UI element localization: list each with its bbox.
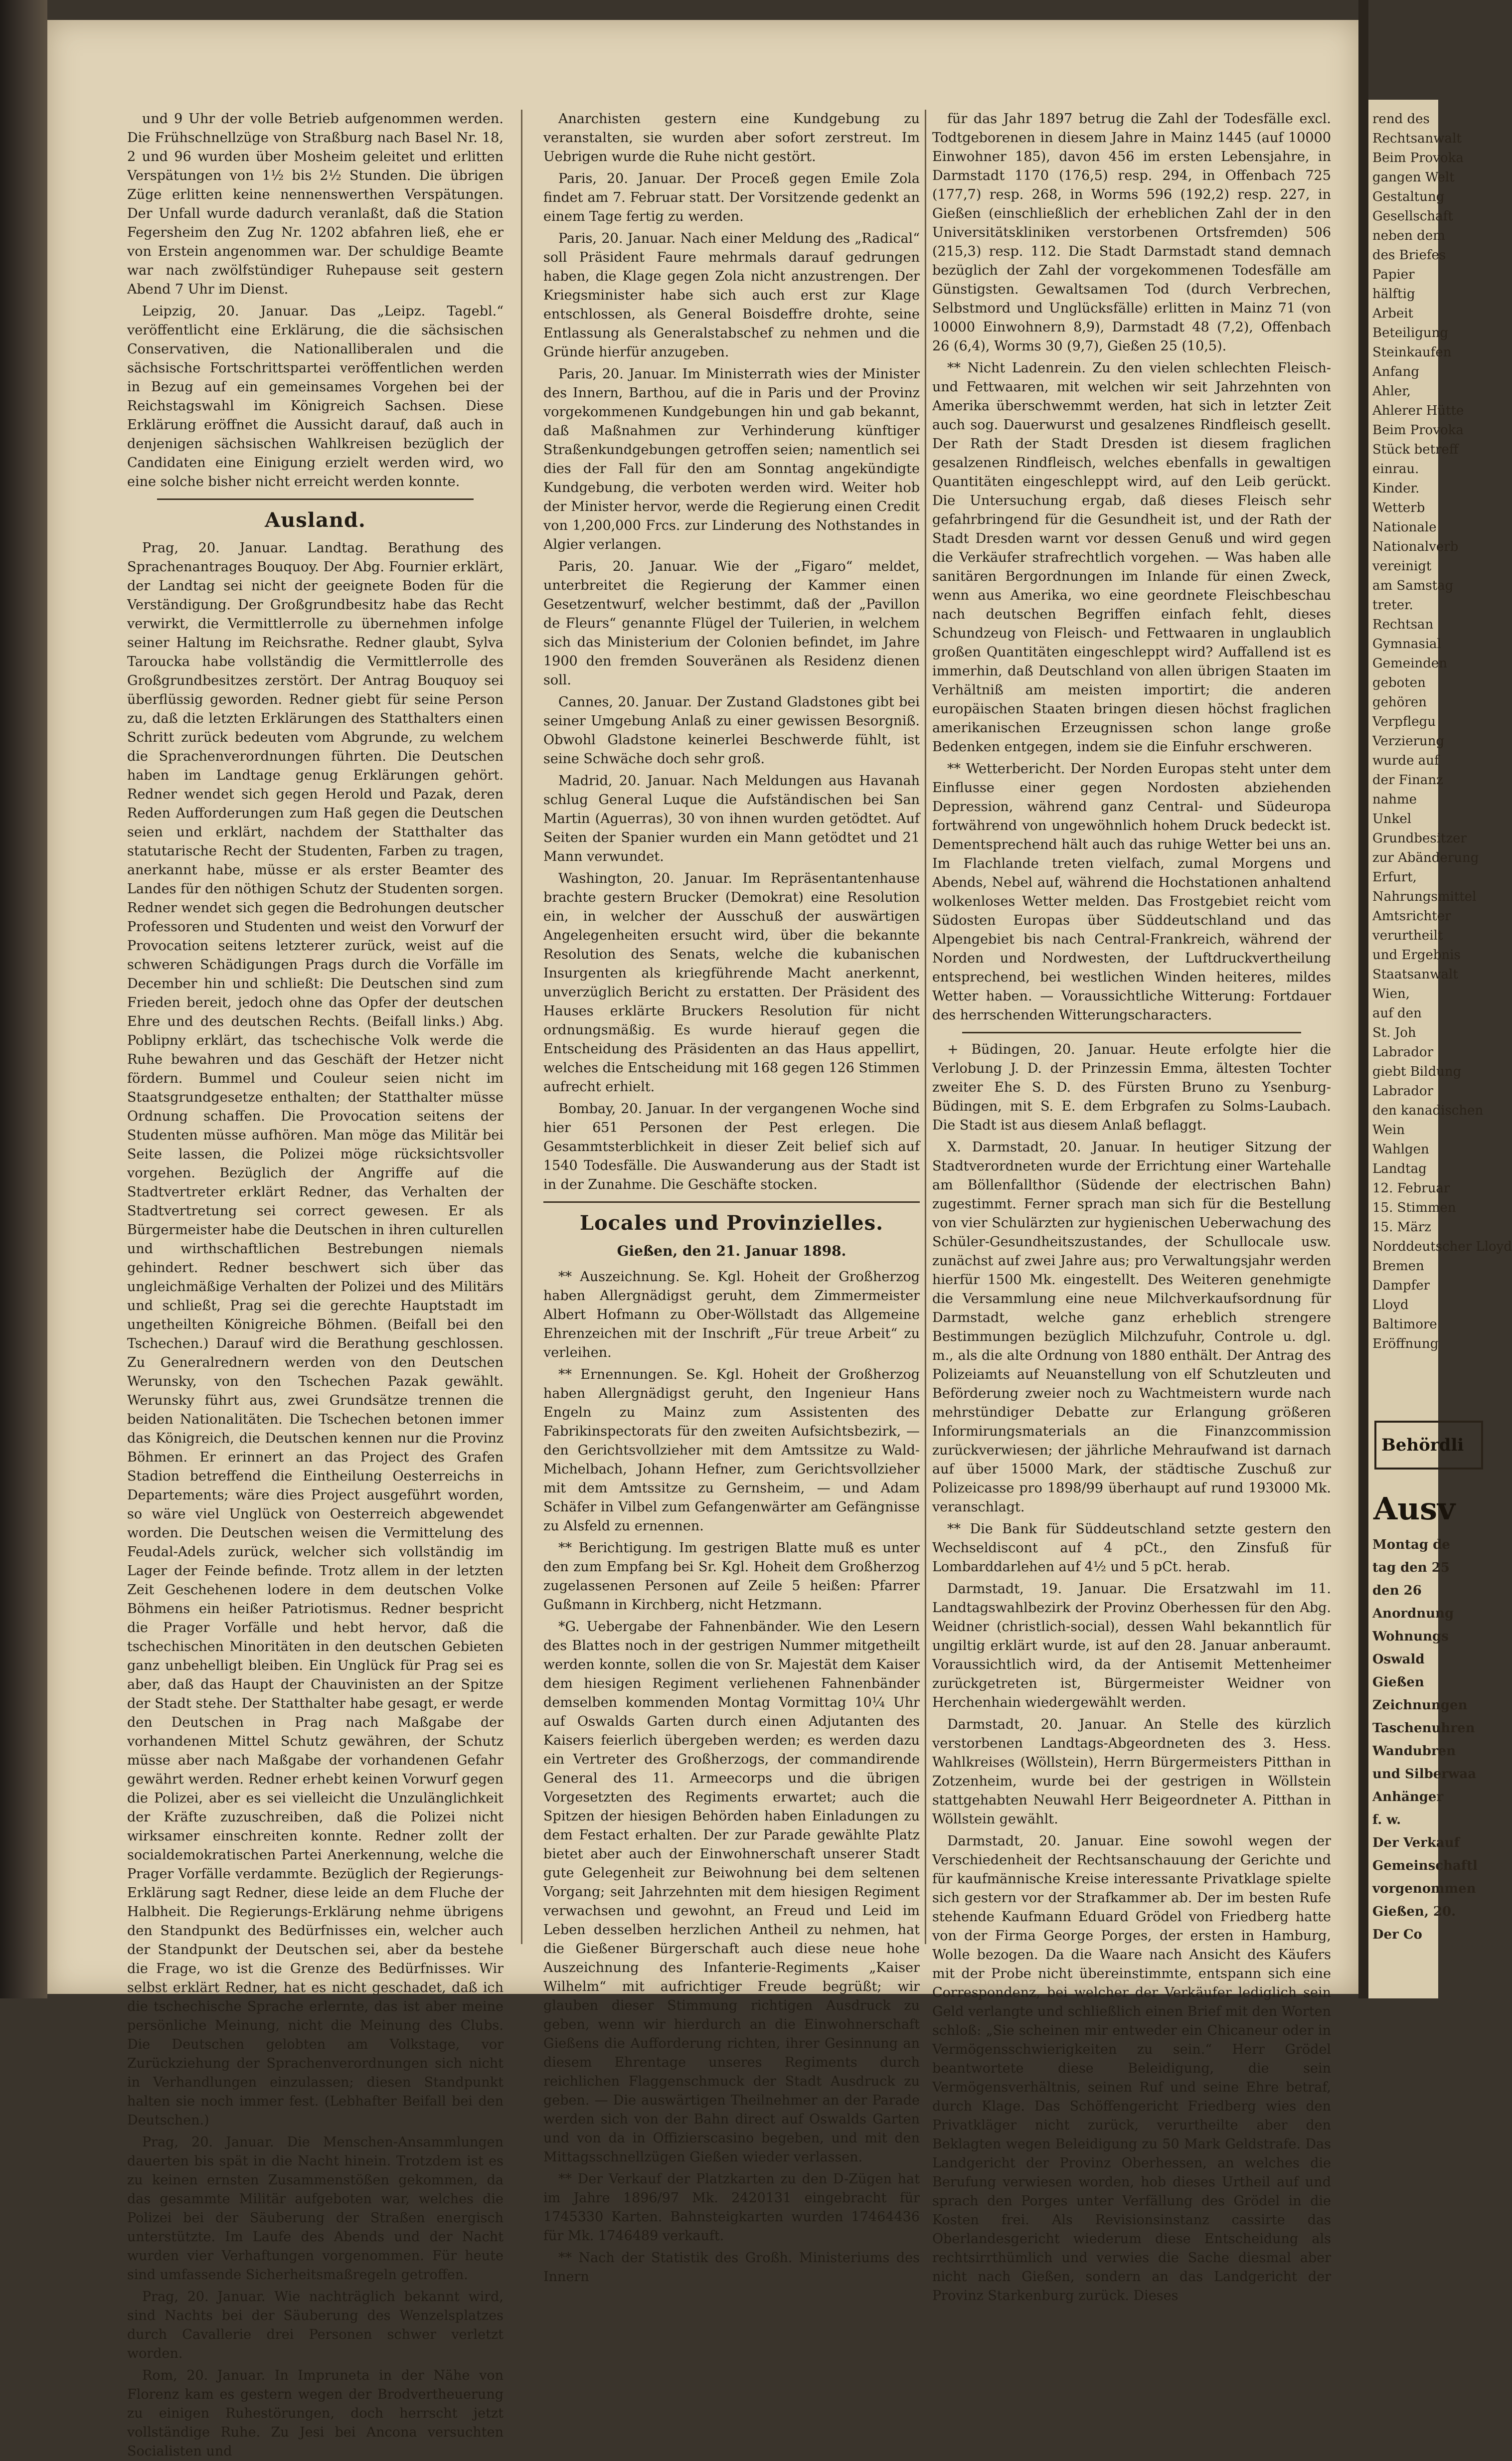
fragment-line: zur Abänderung: [1372, 850, 1479, 865]
fragment-line: Rechtsanwalt: [1372, 131, 1462, 146]
fragment-line: Landtag: [1372, 1161, 1427, 1176]
column-rule: [925, 110, 926, 1944]
fragment-line: rend des: [1372, 112, 1430, 127]
fragment-line: den 26: [1372, 1583, 1422, 1598]
fragment-line: der Finanz: [1372, 773, 1443, 788]
fragment-line: giebt Bildung: [1372, 1064, 1462, 1079]
fragment-line: Labrador: [1372, 1084, 1434, 1099]
fragment-line: und Ergebnis: [1372, 948, 1461, 963]
fragment-line: Wien,: [1372, 986, 1410, 1001]
fragment-line: Wandubren: [1372, 1744, 1456, 1759]
fragment-line: tag den 25: [1372, 1560, 1450, 1575]
fragment-line: Baltimore: [1372, 1317, 1437, 1332]
fragment-headline: Ausv: [1373, 1490, 1456, 1527]
fragment-line: hälftig: [1372, 287, 1415, 302]
fragment-line: Taschenuhren: [1372, 1721, 1475, 1736]
fragment-line: Grundbesitzer: [1372, 831, 1467, 846]
article-paragraph: Darmstadt, 19. Januar. Die Ersatzwahl im 11. Landtagswahlbezirk der Provinz Oberhessen für den Abg. Weidner (christlich-social), dessen Wahl bekanntlich für ungiltig erklärt wurde, ist auf den 28. Januar anberaumt. Voraussichtlich wird, da der Antisemit Mettenheimer zurückgetreten ist, Bürgermeister Weidner von Herchenhain wiedergewählt werden.: [932, 1581, 1331, 1710]
fragment-line: Staatsanwalt: [1372, 967, 1458, 982]
fragment-line: Steinkaufen: [1372, 345, 1452, 360]
fragment-line: nahme: [1372, 792, 1417, 807]
section-title-locales: Locales und Provinzielles.: [579, 1211, 884, 1235]
fragment-line: Papier: [1372, 267, 1415, 282]
section-dateline: Gießen, den 21. Januar 1898.: [617, 1243, 846, 1259]
fragment-line: am Samstag: [1372, 578, 1454, 593]
fragment-line: Nationale: [1372, 520, 1437, 535]
fragment-line: und Silberwaa: [1372, 1767, 1477, 1782]
fragment-line: wurde auf: [1372, 753, 1439, 768]
fragment-line: Labrador: [1372, 1045, 1434, 1060]
article-paragraph: Cannes, 20. Januar. Der Zustand Gladstones gibt bei seiner Umgebung Anlaß zu einer gewissen Besorgniß. Obwohl Gladstone keinerlei Beschwerde fühlt, ist seine Schwäche doch sehr groß.: [543, 694, 920, 767]
fragment-line: Nationalverb: [1372, 539, 1459, 554]
fragment-line: Lloyd: [1372, 1298, 1409, 1313]
fragment-line: 15. Stimmen: [1372, 1200, 1456, 1215]
fragment-line: St. Joh: [1372, 1025, 1416, 1040]
article-paragraph: Prag, 20. Januar. Landtag. Berathung des Sprachenantrages Bouquoy. Der Abg. Fournier erklärt, der Landtag sei nicht der geeignete Boden für die Verständigung. Der Großgrundbesitz habe das Recht verwirkt, die Vermittlerrolle zu übernehmen infolge seiner Haltung im Reichsrathe. Redner glaubt, Sylva Taroucka habe vollständig die Vermittlerrolle des Großgrundbesitzes zerstört. Der Antrag Bouquoy sei überflüssig geworden. Redner giebt für seine Person zu, daß die letzten Erklärungen des Statthalters einen Schritt zurück bedeuten vom Abgrunde, zu welchem die Sprachenverordnungen führten. Die Deutschen haben im Landtage genug Erklärungen gehört. Redner wendet sich gegen Herold und Pazak, deren Reden Aufforderungen zum Haß gegen die Deutschen seien und erklärt, nachdem der Statthalter das statutarische Recht der Studenten, Farben zu tragen, anerkannt habe, müsse er als erster Beamter des Landes für den nöthigen Schutz der Studenten sorgen. Redner wendet sich gegen die Bedrohungen deutscher Professoren und Studenten und weist den Vorwurf der Provocation seitens letzterer zurück, weist auf die schweren Schädigungen Prags durch die Vorfälle im December hin und schließt: Die Deutschen sind zum Frieden bereit, jedoch ohne das Opfer der deutschen Ehre und des deutschen Rechts. (Beifall links.) Abg. Poblipny erklärt, das tschechische Volk werde die Ruhe bewahren und das Geschäft der Hetzer nicht fördern. Bummel und Couleur seien nicht im Staatsgrundgesetze enthalten; der Statthalter müsse Ordnung schaffen. Die Provocation seitens der Studenten müsse aufhören. Man möge das Militär bei Seite lassen, die Polizei möge rücksichtsvoller vorgehen. Bezüglich der Angriffe auf die Stadtvertreter erklärt Redner, das Verhalten der Stadtvertretung sei correct gewesen. Er als Bürgermeister habe die Deutschen in ihren culturellen und wirthschaftlichen Bestrebungen niemals gehindert. Redner beschwert sich über das ungleichmäßige Verhalten der Polizei und des Militärs und schließt, Prag sei die gerechte Hauptstadt im ungetheilten Königreiche Böhmen. (Beifall bei den Tschechen.) Darauf wird die Berathung geschlossen. Zu Generalrednern werden von den Deutschen Werunsky, von den Tschechen Pazak gewählt. Werunsky führt aus, zwei Grundsätze trennen die beiden Nationalitäten. Die Tschechen betonen immer das Königreich, die Deutschen kennen nur die Provinz Böhmen. Er erinnert an das Project des Grafen Stadion betreffend die Eintheilung Oesterreichs in Departements; wäre dies Project ausgeführt worden, so wäre viel Unglück von Oesterreich abgewendet worden. Die Deutschen weisen die Vermittelung des Feudal-Adels zurück, welcher sich vollständig im Lager der Feinde befinde. Trotz allem in der letzten Zeit Geschehenen lodere in dem deutschen Volke Böhmens ein heißer Patriotismus. Redner bespricht die Prager Vorfälle und hebt hervor, daß die tschechischen Minoritäten in den deutschen Gebieten ganz unbehelligt bleiben. Ein Unglück für Prag sei es aber, daß das Haupt der Chauvinisten an der Spitze der Stadt stehe. Der Statthalter habe gesagt, er werde den Deutschen in Prag nach Maßgabe der vorhandenen Mittel Schutz gewähren, der Schutz müsse aber nach Maßgabe der vorhandenen Gefahr gewährt werden. Redner erhebt keinen Vorwurf gegen die Polizei, aber es sei vielleicht die Unzulänglichkeit der Kräfte zuzuschreiben, daß die Polizei nicht wirksamer einschreiten konnte. Redner zollt der socialdemokratischen Partei Anerkennung, welche die Prager Vorfälle verdammte. Bezüglich der Regierungs-Erklärung sagt Redner, diese leide an dem Fluche der Halbheit. Die Regierungs-Erklärung nehme übrigens den Standpunkt des Bedürfnisses ein, welcher auch der Standpunkt der Deutschen sei, aber da bestehe die Frage, wo ist die Grenze des Bedürfnisses. Wir selbst erklärt Redner, hat es nicht geschadet, daß ich die tschechische Sprache erlernte, das ist aber meine persönliche Meinung, nicht die Meinung des Clubs. Die Deutschen gelobten am Volkstage, vor Zurückziehung der Sprachenverordnungen sich nicht in Verhandlungen einzulassen; diesen Standpunkt halten sie noch immer fest. (Lebhafter Beifall bei den Deutschen.): [127, 540, 504, 2128]
fragment-line: Anordnung: [1372, 1606, 1454, 1621]
section-title-ausland: Ausland.: [265, 508, 366, 532]
fragment-line: auf den: [1372, 1006, 1422, 1021]
fragment-line: Oswald: [1372, 1652, 1425, 1667]
article-paragraph: Darmstadt, 20. Januar. Eine sowohl wegen der Verschiedenheit der Rechtsanschauung der Gerichte und für kaufmännische Kreise interessante Privatklage spielte sich gestern vor der Strafkammer ab. Der im besten Rufe stehende Kaufmann Eduard Grödel von Friedberg hatte von der Firma George Porges, der ersten in Hamburg, Wolle bezogen. Da die Waare nach Ansicht des Käufers mit der Probe nicht übereinstimmte, entspann sich eine Correspondenz, bei welcher der Verkäufer lediglich sein Geld verlangte und schließlich einen Brief mit den Worten schloß: „Sie scheinen mir entweder ein Chicaneur oder in Vermögensschwierigkeiten zu sein.“ Herr Grödel beantwortete diese Beleidigung, die sein Vermögensverhältnis, seinen Ruf und seine Ehre betraf, durch Klage. Das Schöffengericht Friedberg wies den Privatkläger nicht zurück, verurtheilte aber den Beklagten wegen Beleidigung zu 50 Mark Geldstrafe. Das Landgericht der Provinz Oberhessen, an welches die Berufung verwiesen worden, hob dieses Urtheil auf und sprach den Porges unter Verfällung des Grödel in die Kosten frei. Als Revisionsinstanz cassirte das Oberlandesgericht wiederum diese Entscheidung als rechtsirrthümlich und verwies die Sache diesmal aber nicht nach Gießen, sondern an das Landgericht der Provinz Starkenburg zurück. Dieses: [932, 1833, 1331, 2303]
fragment-line: Eröffnung: [1372, 1336, 1439, 1351]
fragment-line: verurtheilt: [1372, 928, 1443, 943]
fragment-line: Unkel: [1372, 812, 1412, 826]
article-paragraph: Madrid, 20. Januar. Nach Meldungen aus Havanah schlug General Luque die Aufständischen bei San Martin (Aguerras), 30 von ihnen wurden getödtet. Auf Seiten der Spanier wurden ein Mann getödtet und 21 Mann verwundet.: [543, 773, 920, 864]
article-paragraph: Bombay, 20. Januar. In der vergangenen Woche sind hier 651 Personen der Pest erlegen. Die Gesammtsterblichkeit in dieser Zeit belief sich auf 1540 Todesfälle. Die Auswanderung aus der Stadt ist in der Zunahme. Die Geschäfte stocken.: [543, 1101, 920, 1192]
fragment-line: neben dem: [1372, 228, 1445, 243]
article-paragraph: ** Auszeichnung. Se. Kgl. Hoheit der Großherzog haben Allergnädigst geruht, dem Zimmermeister Albert Hofmann zu Ober-Wöllstadt das Allgemeine Ehrenzeichen mit der Inschrift „Für treue Arbeit“ zu verleihen.: [543, 1269, 920, 1360]
left-column: [127, 110, 504, 2459]
article-paragraph: Washington, 20. Januar. Im Repräsentantenhause brachte gestern Brucker (Demokrat) eine Resolution ein, in welcher der Ausschuß der auswärtigen Angelegenheiten ersucht wird, über die bekannte Resolution des Senats, welche die kubanischen Insurgenten als kriegführende Macht anerkennt, unverzüglich Bericht zu erstatten. Der Präsident des Hauses erklärte Bruckers Resolution für nicht ordnungsmäßig. Es wurde hierauf gegen die Entscheidung des Präsidenten an das Haus appellirt, welches die Entscheidung mit 168 gegen 126 Stimmen aufrecht erhielt.: [543, 871, 920, 1095]
fragment-line: 12. Februar: [1372, 1181, 1450, 1196]
fragment-line: Zeichnungen: [1372, 1698, 1468, 1713]
article-paragraph: Anarchisten gestern eine Kundgebung zu veranstalten, sie wurden aber sofort zerstreut. Im Uebrigen wurde die Ruhe nicht gestört.: [543, 111, 920, 164]
fragment-line: gangen Welt: [1372, 170, 1455, 185]
fragment-line: vereinigt: [1372, 559, 1432, 574]
fragment-line: einrau.: [1372, 462, 1419, 477]
fragment-line: des Briefes: [1372, 248, 1446, 263]
fragment-line: Verzierung: [1372, 734, 1445, 749]
fragment-line: Der Verkauf: [1372, 1835, 1460, 1850]
fragment-line: Bremen: [1372, 1259, 1424, 1274]
article-paragraph: Paris, 20. Januar. Wie der „Figaro“ meldet, unterbreitet die Regierung der Kammer einen Gesetzentwurf, welcher bestimmt, daß der „Pavillon de Fleurs“ genannte Flügel der Tuilerien, in welchem sich das Ministerium der Colonien befindet, im Jahre 1900 den fremden Souveränen als Residenz dienen soll.: [543, 559, 920, 688]
right-column: [932, 110, 1331, 2303]
fragment-line: 15. März: [1372, 1220, 1431, 1235]
fragment-line: Montag de: [1372, 1537, 1450, 1552]
fragment-line: Dampfer: [1372, 1278, 1430, 1293]
article-paragraph: und 9 Uhr der volle Betrieb aufgenommen werden. Die Frühschnellzüge von Straßburg nach Basel Nr. 18, 2 und 96 wurden über Mosheim geleitet und erlitten Verspätungen von 1½ bis 2½ Stunden. Die übrigen Züge erlitten keine nennenswerthen Verspätungen. Der Unfall wurde dadurch veranlaßt, daß die Station Fegersheim den Zug Nr. 1202 abfahren ließ, ehe er von Erstein angenommen war. Der schuldige Beamte war nach zwölfstündiger Ruhepause seit gestern Abend 7 Uhr im Dienst.: [127, 111, 504, 297]
fragment-line: geboten: [1372, 675, 1426, 690]
article-paragraph: Paris, 20. Januar. Der Proceß gegen Emile Zola findet am 7. Februar statt. Der Vorsitzende gedenkt an einem Tage fertig zu werden.: [543, 171, 920, 224]
fragment-line: Erfurt,: [1372, 870, 1417, 885]
fragment-line: Beteiligung: [1372, 326, 1449, 340]
fragment-line: treter.: [1372, 598, 1413, 613]
divider: [543, 1201, 920, 1203]
middle-column: [543, 110, 920, 2285]
fragment-line: Anfang: [1372, 364, 1420, 379]
article-paragraph: Paris, 20. Januar. Im Ministerrath wies der Minister des Innern, Barthou, auf die in Paris und der Provinz vorgekommenen Kundgebungen hin und gab bekannt, daß Maßnahmen zur Verhinderung künftiger Straßenkundgebungen getroffen seien; namentlich sei dies der Fall für den am Sonntag angekündigte Kundgebung, die verboten werden wird. Weiter hob der Minister hervor, werde die Regierung einen Credit von 1,200,000 Frcs. zur Linderung des Nothstandes in Algier verlangen.: [543, 366, 920, 552]
article-paragraph: *G. Uebergabe der Fahnenbänder. Wie den Lesern des Blattes noch in der gestrigen Nummer mitgetheilt werden konnte, sollen die von Sr. Majestät dem Kaiser dem hiesigen Regiment verliehenen Fahnenbänder demselben kommenden Montag Vormittag 10¼ Uhr auf Oswalds Garten durch einen Adjutanten des Kaisers feierlich übergeben werden; es werden dazu ein Vertreter des Großherzogs, der commandirende General des 11. Armeecorps und die übrigen Vorgesetzten des Regiments erwartet; auch die Spitzen der hiesigen Behörden haben Einladungen zu dem Festact erhalten. Der zur Parade gewählte Platz bietet aber auch der Einwohnerschaft unserer Stadt gute Gelegenheit zur Beiwohnung bei dem seltenen Vorgang; seit Jahrzehnten mit dem hiesigen Regiment verwachsen und gewohnt, an Freud und Leid im Leben desselben herzlichen Antheil zu nehmen, hat die Gießener Bürgerschaft auch diese neue hohe Auszeichnung des Infanterie-Regiments „Kaiser Wilhelm“ mit aufrichtiger Freude begrüßt; wir glauben dieser Stimmung richtigen Ausdruck zu geben, wenn wir hierdurch an die Einwohnerschaft Gießens die Aufforderung richten, ihrer Gesinnung an diesem Ehrentage unseres Regiments durch reichlichen Flaggenschmuck der Stadt Ausdruck zu geben. — Die auswärtigen Theilnehmer an der Parade werden sich von der Bahn direct auf Oswalds Garten und von da in Offizierscasino begeben, und mit den Mittagsschnellzügen Gießen wieder verlassen.: [543, 1619, 920, 2165]
fragment-line: Rechtsan: [1372, 617, 1434, 632]
fragment-line: vorgenommen: [1372, 1881, 1476, 1896]
fragment-line: Der Co: [1372, 1927, 1422, 1942]
fragment-line: Ahlerer Hütte: [1372, 403, 1464, 418]
fragment-line: Wein: [1372, 1123, 1405, 1138]
article-paragraph: für das Jahr 1897 betrug die Zahl der Todesfälle excl. Todtgeborenen in diesem Jahre in Mainz 1445 (auf 10000 Einwohner 185), davon 456 im ersten Lebensjahre, in Darmstadt 1170 (176,5) resp. 294, in Offenbach 725 (177,7) resp. 268, in Worms 596 (192,2) resp. 227, in Gießen (einschließlich der erheblichen Zahl der in den Universitätskliniken verstorbenen Ortsfremden) 506 (215,3) resp. 112. Die Stadt Darmstadt stand demnach bezüglich der Zahl der vorgekommenen Todesfälle am Günstigsten. Gewaltsamen Tod (durch Verbrechen, Selbstmord und Unglücksfälle) erlitten in Mainz 71 (von 10000 Einwohnern 8,9), Darmstadt 48 (7,2), Offenbach 26 (6,4), Worms 30 (9,7), Gießen 25 (10,5).: [932, 111, 1331, 354]
fragment-line: gehören: [1372, 695, 1427, 710]
article-paragraph: Prag, 20. Januar. Wie nachträglich bekannt wird, sind Nachts bei der Säuberung des Wenzelsplatzes durch Cavallerie drei Personen schwer verletzt worden.: [127, 2289, 504, 2361]
article-paragraph: ** Wetterbericht. Der Norden Europas steht unter dem Einflusse einer gegen Nordosten abziehenden Depression, während ganz Central- und Südeuropa fortwährend von ungewöhnlich hohem Druck bedeckt ist. Dementsprechend hält auch das ruhige Wetter bei uns an. Im Flachlande treten vielfach, zumal Morgens und Abends, Nebel auf, während die Hochstationen anhaltend wolkenloses Wetter melden. Das Frostgebiet reicht vom Südosten Europas über Süddeutschland und das Alpengebiet bis nach Central-Frankreich, während der Norden und Nordwesten, der Luftdruckvertheilung entsprechend, bei westlichen Winden heiteres, mildes Wetter haben. — Voraussichtliche Witterung: Fortdauer des herrschenden Witterungscharacters.: [932, 761, 1331, 1023]
article-paragraph: X. Darmstadt, 20. Januar. In heutiger Sitzung der Stadtverordneten wurde der Errichtung einer Wartehalle am Böllenfallthor (Südende der electrischen Bahn) zugestimmt. Ferner sprach man sich für die Bestellung von vier Schulärzten zur hygienischen Ueberwachung des Schüler-Gesundheitszustandes, der Schullocale usw. zunächst auf zwei Jahre aus; pro Verwaltungsjahr werden hierfür 1500 Mk. eingestellt. Des Weiteren genehmigte die Versammlung eine neue Milchverkaufsordnung für Darmstadt, welche ganz erheblich strengere Bestimmungen bezüglich Milchzufuhr, Controle u. dgl. m., als die alte Ordnung von 1880 enthält. Der Antrag des Polizeiamts auf Neuanstellung von elf Schutzleuten und Beförderung zweier noch zu Wachtmeistern wurde nach mehrstündiger Debatte zur Erlangung größeren Informirungsmaterials an die Finanzcommission zurückverwiesen; der jährliche Mehraufwand ist darnach auf über 15000 Mark, der städtische Zuschuß zur Polizeicasse pro 1898/99 überhaupt auf rund 193000 Mk. veranschlagt.: [932, 1140, 1331, 1515]
fragment-line: Anhänger: [1372, 1790, 1444, 1805]
fragment-line: Ahler,: [1372, 384, 1411, 399]
article-paragraph: + Büdingen, 20. Januar. Heute erfolgte hier die Verlobung J. D. der Prinzessin Emma, ältesten Tochter zweiter Ehe S. D. des Fürsten Bruno zu Ysenburg-Büdingen, mit S. E. dem Erbgrafen zu Solms-Laubach. Die Stadt ist aus diesem Anlaß beflaggt.: [932, 1042, 1331, 1133]
fragment-line: f. w.: [1372, 1812, 1401, 1827]
fragment-line: Amtsrichter: [1372, 909, 1451, 924]
fragment-line: Nahrungsmittel: [1372, 889, 1477, 904]
column-rule: [521, 110, 522, 1944]
fragment-line: Beim Provoka: [1372, 423, 1464, 438]
fragment-line: Beim Provoka: [1372, 151, 1464, 165]
fragment-line: Kinder.: [1372, 481, 1420, 496]
article-paragraph: Darmstadt, 20. Januar. An Stelle des kürzlich verstorbenen Landtags-Abgeordneten des 3. Hess. Wahlkreises (Wöllstein), Herrn Bürgermeisters Pitthan in Zotzenheim, wurde bei der gestrigen in Wöllstein stattgehabten Neuwahl Herr Beigeordneter A. Pitthan in Wöllstein gewählt.: [932, 1717, 1331, 1827]
fragment-line: den kanadischen: [1372, 1103, 1484, 1118]
fragment-line: Gießen: [1372, 1675, 1424, 1690]
article-paragraph: Rom, 20. Januar. In Impruneta in der Nähe von Florenz kam es gestern wegen der Brodvertheuerung zu einigen Ruhestörungen, doch herrscht jetzt vollständige Ruhe. Zu Jesi bei Ancona versuchten Socialisten und: [127, 2368, 504, 2459]
article-paragraph: Paris, 20. Januar. Nach einer Meldung des „Radical“ soll Präsident Faure mehrmals darauf gedrungen haben, die Klage gegen Zola nicht anzustrengen. Der Kriegsminister habe sich auch erst zur Klage entschlossen, als General Boisdeffre drohte, seine Entlassung als Generalstabschef zu nehmen und die Gründe hierfür anzugeben.: [543, 231, 920, 360]
fragment-line: Gymnasial: [1372, 637, 1441, 652]
article-paragraph: Leipzig, 20. Januar. Das „Leipz. Tagebl.“ veröffentlicht eine Erklärung, die die sächsischen Conservativen, die Nationalliberalen und die sächsische Fortschrittspartei veröffentlichen werden in Bezug auf ein gemeinsames Vorgehen bei der Reichstagswahl im Königreich Sachsen. Diese Erklärung eröffnet die Aussicht darauf, daß auch in denjenigen sächsischen Wahlkreisen bezüglich der Candidaten eine Einigung erzielt werden wird, wo eine solche bisher nicht erreicht werden konnte.: [127, 304, 504, 490]
fragment-line: Norddeutscher Lloyd: [1372, 1239, 1512, 1254]
fragment-line: Wetterb: [1372, 500, 1425, 515]
article-paragraph: Prag, 20. Januar. Die Menschen-Ansammlungen dauerten bis spät in die Nacht hinein. Trotzdem ist es zu keinen ernsten Zusammenstößen gekommen, da das gesammte Militär aufgeboten war, welches die Polizei bei der Säuberung der Straßen energisch unterstützte. Im Laufe des Abends und der Nacht wurden vier Verhaftungen vorgenommen. Für heute sind umfassende Sicherheitsmaßregeln getroffen.: [127, 2134, 504, 2283]
fragment-line: Gießen, 20.: [1372, 1904, 1456, 1919]
divider: [157, 498, 474, 500]
adjacent-page-fragment: [1368, 100, 1512, 1998]
article-paragraph: ** Ernennungen. Se. Kgl. Hoheit der Großherzog haben Allergnädigst geruht, den Ingenieur Hans Engeln zu Mainz zum Assistenten des Fabrikinspectorats für den zweiten Aufsichtsbezirk, — den Gerichtsvollzieher mit dem Amtssitze zu Wald-Michelbach, Johann Hefner, zum Gerichtsvollzieher mit dem Amtssitze zu Gernsheim, — und Adam Schäfer in Vilbel zum Gefangenwärter am Gefängnisse zu Alsfeld zu ernennen.: [543, 1367, 920, 1534]
article-paragraph: ** Nicht Ladenrein. Zu den vielen schlechten Fleisch- und Fettwaaren, mit welchen wir seit Jahrzehnten von Amerika überschwemmt werden, hat sich in letzter Zeit auch sog. Dauerwurst und gesalzenes Rindfleisch gesellt. Der Rath der Stadt Dresden ist diesem fraglichen gesalzenen Rindfleisch, welches ebenfalls in gewaltigen Quantitäten eingeschleppt wird, auf den Leib gerückt. Die Untersuchung ergab, daß dieses Fleisch sehr gefahrbringend für die Gesundheit ist, und der Rath der Stadt Dresden warnt vor dessen Genuß und wird gegen die Verkäufer strafrechtlich vorgehen. — Was haben alle sanitären Bergordnungen im Inlande für einen Zweck, wenn aus Amerika, wo eine geordnete Fleischbeschau nach deutschen Begriffen einfach fehlt, dieses Schundzeug von Fleisch- und Fettwaaren in unglaublich großen Quantitäten eingeschleppt wird? Auffallend ist es immerhin, daß Deutschland von allen übrigen Staaten im Verhältniß am meisten importirt; die anderen europäischen Staaten bringen diesen höchst fraglichen amerikanischen Erzeugnissen schon lange große Bedenken entgegen, indem sie die Einfuhr erschweren.: [932, 360, 1331, 755]
fragment-line: Stück betreff: [1372, 442, 1459, 457]
page-gutter: [1358, 0, 1368, 1998]
fragment-line: Gemeinschaftl: [1372, 1858, 1478, 1873]
fragment-line: Arbeit: [1372, 306, 1413, 321]
divider: [962, 1032, 1301, 1033]
announcement-box: Behördli: [1374, 1421, 1483, 1470]
fragment-line: Gemeinden: [1372, 656, 1448, 671]
fragment-line: Gesellschaft: [1372, 209, 1453, 224]
fragment-line: Wohnungs: [1372, 1629, 1449, 1644]
article-paragraph: ** Nach der Statistik des Großh. Ministeriums des Innern: [543, 2250, 920, 2285]
fragment-line: Wahlgen: [1372, 1142, 1429, 1157]
fragment-line: Verpflegu: [1372, 714, 1436, 729]
fragment-line: Gestaltung: [1372, 189, 1445, 204]
article-paragraph: ** Die Bank für Süddeutschland setzte gestern den Wechseldiscont auf 4 pCt., den Zinsfuß für Lombarddarlehen auf 4½ und 5 pCt. herab.: [932, 1521, 1331, 1575]
article-paragraph: ** Berichtigung. Im gestrigen Blatte muß es unter den zum Empfang bei Sr. Kgl. Hoheit dem Großherzog zugelassenen Personen auf Zeile 5 heißen: Pfarrer Gußmann in Kirchberg, nicht Hetzmann.: [543, 1540, 920, 1613]
article-paragraph: ** Der Verkauf der Platzkarten zu den D-Zügen hat im Jahre 1896/97 Mk. 2420131 eingebracht für 1745330 Karten. Bahnsteigkarten wurden 17464436 für Mk. 1746489 verkauft.: [543, 2171, 920, 2244]
scan-binding-shadow: [0, 0, 47, 1998]
